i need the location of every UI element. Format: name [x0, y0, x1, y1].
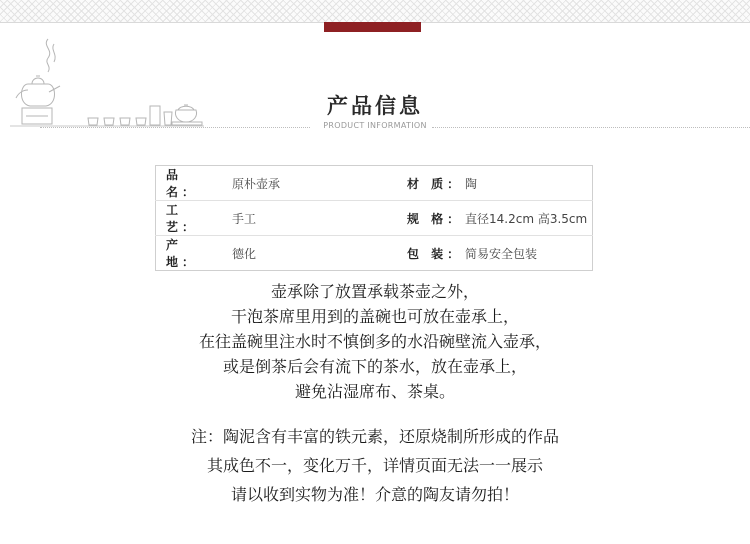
note-line: 其成色不一，变化万千，详情页面无法一一展示 — [206, 456, 543, 475]
value-material: 陶 — [465, 176, 478, 191]
header-accent-tab — [324, 22, 421, 32]
value-packaging: 简易安全包装 — [465, 236, 593, 271]
section-title: 产品信息 — [327, 93, 423, 118]
description-line: 在往盖碗里注水时不慎倒多的水沿碗壁流入壶承， — [198, 332, 551, 351]
description-line: 或是倒茶后会有流下的茶水，放在壶承上， — [222, 357, 527, 376]
label-packaging: 包 装： — [407, 236, 465, 271]
table-row — [156, 236, 593, 271]
label-name: 品 名： — [166, 168, 199, 199]
value-size: 直径14.2cm 高3.5cm — [465, 201, 593, 236]
value-name: 原朴壶承 — [232, 176, 281, 191]
description-line: 避免沾湿席布、茶桌。 — [294, 382, 455, 401]
section-subtitle: PRODUCT INFORMATION — [323, 121, 427, 130]
steam-icon — [46, 39, 55, 72]
label-material: 材 质： — [407, 176, 464, 191]
value-origin: 德化 — [222, 236, 407, 271]
note-line: 请以收到实物为准！介意的陶友请勿拍！ — [230, 485, 519, 504]
label-origin: 产 地： — [156, 236, 223, 271]
header-pattern-band — [0, 0, 750, 22]
table-row — [156, 166, 593, 201]
product-info-table — [155, 165, 593, 271]
description-line: 壶承除了放置承载茶壶之外， — [270, 282, 479, 301]
note-line: 注：陶泥含有丰富的铁元素，还原烧制所形成的作品 — [190, 427, 559, 446]
value-craft: 手工 — [222, 201, 407, 236]
description-line: 干泡茶席里用到的盖碗也可放在壶承上， — [230, 307, 519, 326]
label-size: 规 格： — [407, 201, 465, 236]
product-note — [0, 422, 750, 509]
label-craft: 工 艺： — [156, 201, 223, 236]
table-row — [156, 201, 593, 236]
product-description — [0, 279, 750, 404]
